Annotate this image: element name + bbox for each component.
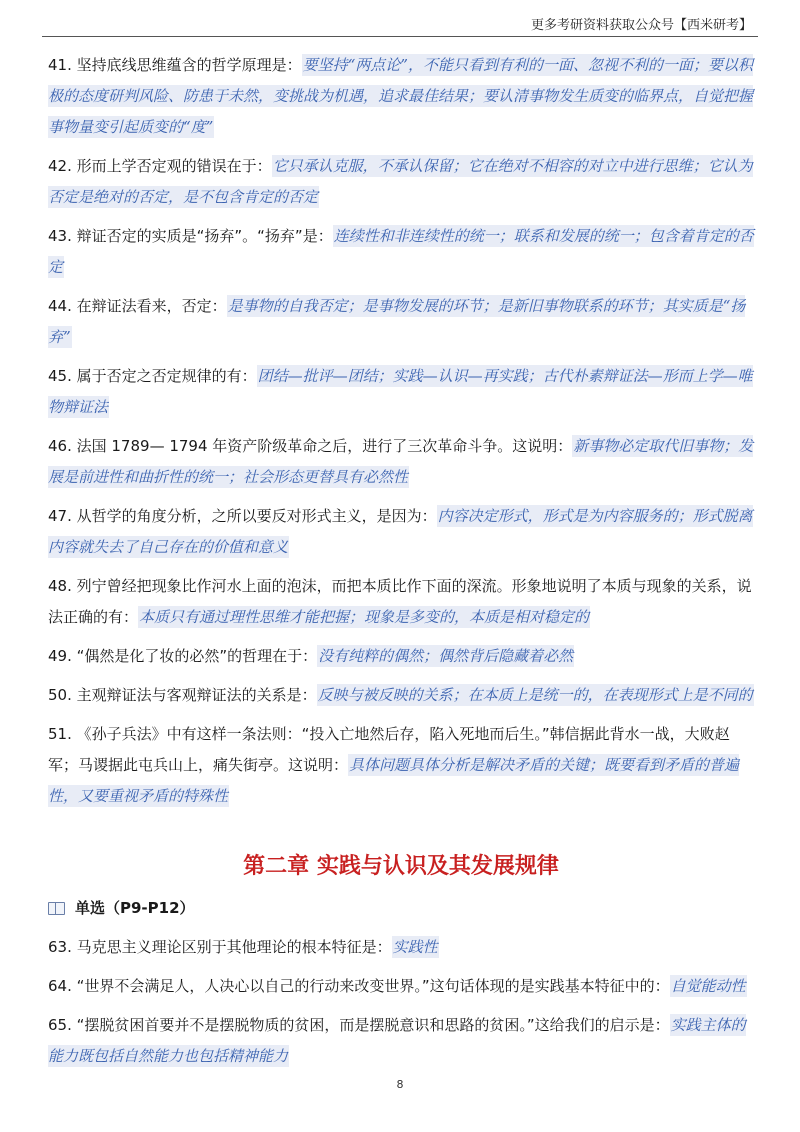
header-text: 更多考研资料获取公众号【西米研考】 (530, 18, 752, 33)
question-text: 49. “偶然是化了妆的必然”的哲理在于： (48, 647, 318, 665)
question-item (48, 50, 754, 143)
header-divider (42, 36, 758, 37)
question-item (48, 680, 754, 711)
question-text: 42. 形而上学否定观的错误在于： (48, 157, 272, 175)
question-text: 50. 主观辩证法与客观辩证法的关系是： (48, 686, 317, 704)
question-item (48, 431, 754, 493)
question-list-top (48, 50, 754, 812)
answer-text: 本质只有通过理性思维才能把握；现象是多变的，本质是相对稳定的 (139, 608, 590, 626)
question-item (48, 571, 754, 633)
section-heading (48, 894, 754, 922)
answer-text: 反映与被反映的关系；在本质上是统一的，在表现形式上是不同的 (317, 686, 753, 704)
question-item (48, 932, 754, 963)
page-number: 8 (396, 1078, 404, 1091)
question-text: 45. 属于否定之否定规律的有： (48, 367, 257, 385)
page-content (48, 50, 754, 1080)
question-text: 65. “摆脱贫困首要并不是摆脱物质的贫困，而是摆脱意识和思路的贫困。”这给我们的启示是： (48, 1016, 670, 1034)
question-text: 41. 坚持底线思维蕴含的哲学原理是： (48, 56, 302, 74)
answer-text: 新事物必定取代旧事物；发展是前进性和曲折性的统一；社会形态更替具有必然性 (48, 437, 754, 486)
answer-text: 是事物的自我否定；是事物发展的环节；是新旧事物联系的环节；其实质是“扬弃” (48, 297, 746, 346)
question-item (48, 221, 754, 283)
question-text: 43. 辩证否定的实质是“扬弃”。“扬弃”是： (48, 227, 333, 245)
question-text: 48. 列宁曾经把现象比作河水上面的泡沫，而把本质比作下面的深流。形象地说明了本质与现象的关系，说法正确的有： (48, 577, 752, 626)
question-item (48, 1010, 754, 1072)
section-label: 单选（P9-P12） (75, 899, 195, 917)
page-header (0, 0, 800, 36)
question-item (48, 291, 754, 353)
answer-text: 没有纯粹的偶然；偶然背后隐藏着必然 (318, 647, 574, 665)
question-item (48, 719, 754, 812)
question-text: 51. 《孙子兵法》中有这样一条法则：“投入亡地然后存，陷入死地而后生。”韩信据此背水一战，大败赵军；马谡据此屯兵山上，痛失街亭。这说明： (48, 725, 730, 774)
answer-text: 实践性 (392, 938, 438, 956)
chapter-title: 第二章 实践与认识及其发展规律 (243, 854, 559, 879)
question-item (48, 501, 754, 563)
answer-text: 它只承认克服，不承认保留；它在绝对不相容的对立中进行思维；它认为否定是绝对的否定，是不包含肯定的否定 (48, 157, 753, 206)
question-text: 44. 在辩证法看来，否定： (48, 297, 227, 315)
answer-text: 具体问题具体分析是解决矛盾的关键；既要看到矛盾的普遍性，又要重视矛盾的特殊性 (48, 756, 740, 805)
book-icon (48, 902, 65, 915)
question-item (48, 361, 754, 423)
question-list-bottom (48, 932, 754, 1072)
question-text: 63. 马克思主义理论区别于其他理论的根本特征是： (48, 938, 392, 956)
question-item (48, 151, 754, 213)
answer-text: 团结—批评—团结；实践—认识—再实践；古代朴素辩证法—形而上学—唯物辩证法 (48, 367, 753, 416)
answer-text: 内容决定形式，形式是为内容服务的；形式脱离内容就失去了自己存在的价值和意义 (48, 507, 753, 556)
answer-text: 实践主体的能力既包括自然能力也包括精神能力 (48, 1016, 746, 1065)
question-text: 64. “世界不会满足人，人决心以自己的行动来改变世界。”这句话体现的是实践基本特征中的： (48, 977, 670, 995)
answer-text: 要坚持“两点论”，不能只看到有利的一面、忽视不利的一面；要以积极的态度研判风险、防患于未然，变挑战为机遇，追求最佳结果；要认清事物发生质变的临界点，自觉把握事物量变引起质变的“度” (48, 56, 754, 136)
answer-text: 自觉能动性 (670, 977, 746, 995)
question-item (48, 971, 754, 1002)
question-item (48, 641, 754, 672)
question-text: 46. 法国 1789— 1794 年资产阶级革命之后，进行了三次革命斗争。这说明： (48, 437, 573, 455)
answer-text: 连续性和非连续性的统一；联系和发展的统一；包含着肯定的否定 (48, 227, 754, 276)
question-text: 47. 从哲学的角度分析，之所以要反对形式主义，是因为： (48, 507, 437, 525)
